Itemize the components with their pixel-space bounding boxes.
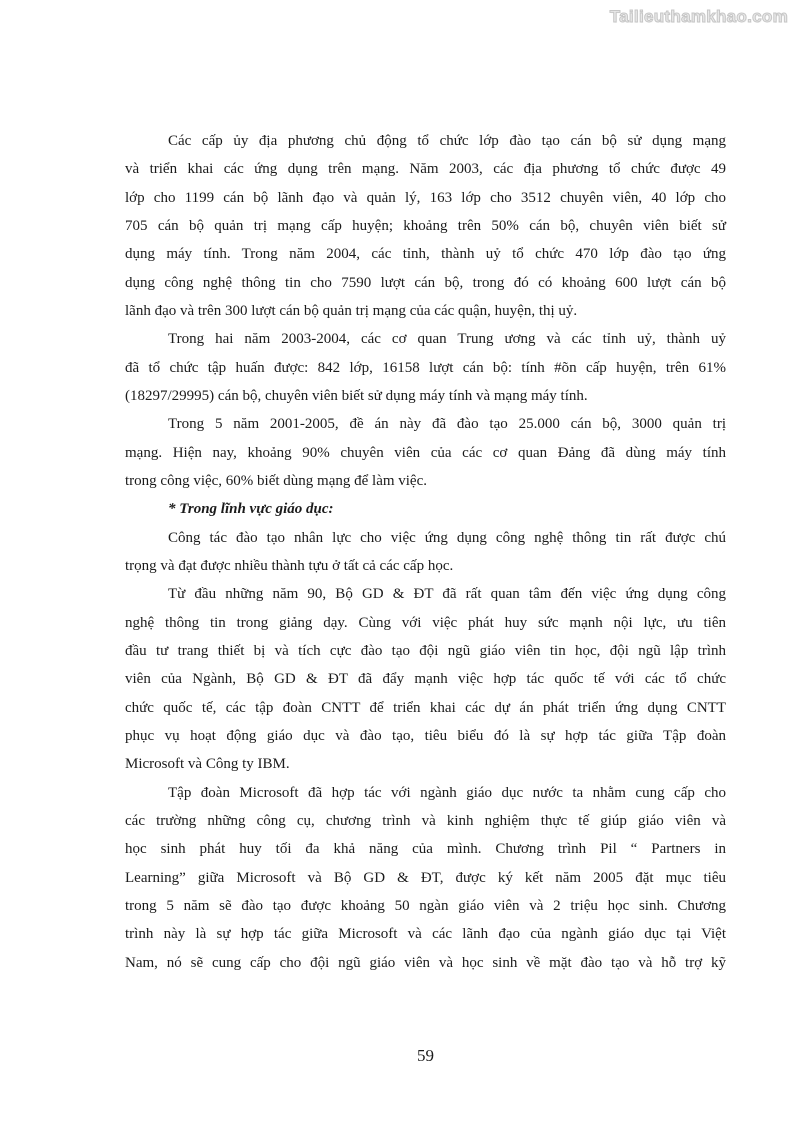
text-line: lãnh đạo và trên 300 lượt cán bộ quản trị mạng của các quận, huyện, thị uỷ. [125,302,578,319]
text-line: viên của Ngành, Bộ GD & ĐT đã đẩy mạnh việc hợp tác quốc tế với các tổ chức [125,671,726,688]
text-line: trình này là sự hợp tác giữa Microsoft và các lãnh đạo của ngành giáo dục tại Việt [125,926,726,943]
text-line: (18297/29995) cán bộ, chuyên viên biết sử dụng máy tính và mạng máy tính. [125,387,588,404]
watermark-text: Tailieuthamkhao.com [609,7,788,26]
text-line: 705 cán bộ quản trị mạng cấp huyện; khoảng trên 50% cán bộ, chuyên viên biết sử [125,217,726,234]
text-line: dụng máy tính. Trong năm 2004, các tỉnh, thành uỷ tổ chức 470 lớp đào tạo ứng [125,246,726,263]
text-line: trong công việc, 60% biết dùng mạng để làm việc. [125,472,427,489]
text-line: Các cấp ủy địa phương chủ động tổ chức lớp đào tạo cán bộ sử dụng mạng [168,133,726,149]
page-number: 59 [417,1046,434,1065]
text-line: Microsoft và Công ty IBM. [125,756,290,773]
text-line: và triển khai các ứng dụng trên mạng. Năm 2003, các địa phương tổ chức được 49 [125,161,726,178]
text-line: Trong hai năm 2003-2004, các cơ quan Trung ương và các tỉnh uỷ, thành uỷ [168,331,726,348]
text-line: Tập đoàn Microsoft đã hợp tác với ngành giáo dục nước ta nhằm cung cấp cho [168,784,726,801]
text-line: Từ đầu những năm 90, Bộ GD & ĐT đã rất quan tâm đến việc ứng dụng công [168,586,726,603]
text-line: đầu tư trang thiết bị và tích cực đào tạo đội ngũ giáo viên tin học, đội ngũ lập trình [125,642,726,659]
text-line: trong 5 năm sẽ đào tạo được khoảng 50 ngàn giáo viên và 2 triệu học sinh. Chương [125,897,726,914]
text-line: Nam, nó sẽ cung cấp cho đội ngũ giáo viên và học sinh về mặt đào tạo và hỗ trợ kỹ [125,954,726,971]
text-line: Trong 5 năm 2001-2005, đề án này đã đào tạo 25.000 cán bộ, 3000 quản trị [168,416,726,433]
document-body [125,127,726,977]
text-line: Learning” giữa Microsoft và Bộ GD & ĐT, được ký kết năm 2005 đặt mục tiêu [125,869,726,886]
text-line: mạng. Hiện nay, khoảng 90% chuyên viên của các cơ quan Đảng đã dùng máy tính [125,444,726,461]
text-line: lớp cho 1199 cán bộ lãnh đạo và quản lý, 163 lớp cho 3512 chuyên viên, 40 lớp cho [125,189,726,206]
text-line: các trường những công cụ, chương trình và kinh nghiệm thực tế giúp giáo viên và [125,812,726,829]
text-line: nghệ thông tin trong giảng dạy. Cùng với việc phát huy sức mạnh nội lực, ưu tiên [125,614,726,631]
text-line: chức quốc tế, các tập đoàn CNTT để triển khai các dự án phát triển ứng dụng CNTT [125,699,726,716]
text-line: trọng và đạt được nhiều thành tựu ở tất cả các cấp học. [125,557,454,574]
text-line: dụng công nghệ thông tin cho 7590 lượt cán bộ, trong đó có khoảng 600 lượt cán bộ [125,274,726,291]
text-line: đã tổ chức tập huấn được: 842 lớp, 16158 lượt cán bộ: tính #õn cấp huyện, trên 61% [125,359,726,376]
text-line: phục vụ hoạt động giáo dục và đào tạo, tiêu biểu đó là sự hợp tác giữa Tập đoàn [125,727,726,744]
text-line: học sinh phát huy tối đa khả năng của mình. Chương trình Pil “ Partners in [125,841,726,858]
section-heading: * Trong lĩnh vực giáo dục: [168,501,334,518]
text-line: Công tác đào tạo nhân lực cho việc ứng dụng công nghệ thông tin rất được chú [168,529,726,546]
